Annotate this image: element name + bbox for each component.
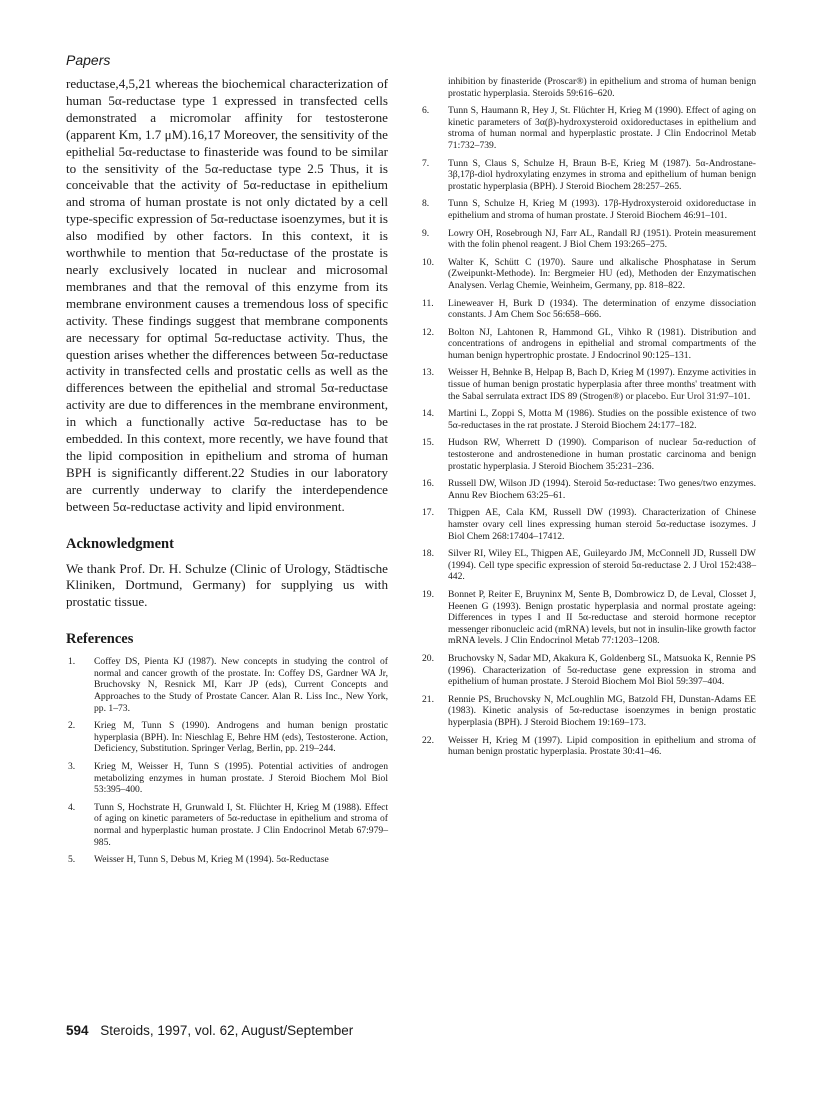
reference-text: Walter K, Schütt C (1970). Saure und alkalische Phosphatase in Serum (Zweipunkt-Methode). In: Bergmeier HU (ed), Methoden der Enzymatischen Analysen. Verlag Chemie, Weinheim, Germany, pp. 818–822.	[448, 256, 756, 291]
reference-text: Krieg M, Tunn S (1990). Androgens and human benign prostatic hyperplasia (BPH). In: Nieschlag E, Behre HM (eds), Testosterone. Action, Deficiency, Substitution. Springer Verlag, Berlin, pp. 219–244.	[94, 720, 388, 755]
reference-text: Rennie PS, Bruchovsky N, McLoughlin MG, Batzold FH, Dunstan-Adams EE (1983). Kinetic analysis of 5α-reductase isoenzymes in benign prostatic hyperplasia (BPH). J Steroid Biochem 19:169–173.	[448, 693, 756, 728]
reference-number: 14.	[422, 408, 434, 420]
reference-item	[420, 735, 756, 758]
reference-number: 4.	[68, 801, 76, 813]
reference-number: 11.	[422, 297, 434, 309]
reference-item	[420, 76, 756, 99]
reference-item	[420, 437, 756, 472]
reference-number: 22.	[422, 734, 434, 746]
reference-item	[420, 507, 756, 542]
reference-text: Tunn S, Claus S, Schulze H, Braun B-E, Krieg M (1987). 5α-Androstane-3β,17β-diol hydroxylating enzymes in stroma and epithelium of human benign prostatic hyperplasia (BPH). J Steroid Biochem 28:257–265.	[448, 157, 756, 192]
reference-number: 5.	[68, 854, 76, 866]
reference-number: 9.	[422, 227, 430, 239]
reference-number: 16.	[422, 478, 434, 490]
reference-text: Lowry OH, Rosebrough NJ, Farr AL, Randall RJ (1951). Protein measurement with the folin phenol reagent. J Biol Chem 193:265–275.	[448, 227, 756, 251]
reference-number: 7.	[422, 157, 430, 169]
page-footer	[66, 1023, 353, 1038]
reference-number: 2.	[68, 720, 76, 732]
reference-text: Tunn S, Schulze H, Krieg M (1993). 17β-Hydroxysteroid oxidoreductase in epithelium and stroma of human prostate. J Steroid Biochem 46:91–101.	[448, 198, 756, 221]
reference-text: inhibition by finasteride (Proscar®) in epithelium and stroma of human benign prostatic hyperplasia. Steroids 59:616–620.	[448, 76, 756, 99]
reference-text: Bonnet P, Reiter E, Bruyninx M, Sente B, Dombrowicz D, de Leval, Closset J, Heenen G (1993). Benign prostatic hyperplasia and normal prostate ageing: Differences in types I and II 5α-reductase and steroid hormone receptor messenger ribonucleic acid (mRNA) levels, but not in insulin-like growth factor mRNA levels. J Clin Endocrinol Metab 77:1203–1208.	[448, 588, 756, 647]
journal-citation: Steroids, 1997, vol. 62, August/September	[100, 1023, 354, 1038]
reference-item	[420, 653, 756, 688]
reference-number: 15.	[422, 437, 434, 449]
references-list-left	[66, 656, 388, 866]
reference-item	[420, 694, 756, 729]
reference-text: Hudson RW, Wherrett D (1990). Comparison of nuclear 5α-reduction of testosterone and androstenedione in human prostatic carcinoma and benign prostatic hyperplasia. J Steroid Biochem 35:231–236.	[448, 437, 756, 472]
reference-item	[420, 198, 756, 221]
right-column	[420, 76, 756, 764]
reference-item	[420, 327, 756, 362]
reference-text: Silver RI, Wiley EL, Thigpen AE, Guileyardo JM, McConnell JD, Russell DW (1994). Cell type specific expression of steroid 5α-reductase 2. J Urol 152:438–442.	[448, 548, 756, 583]
reference-item	[66, 761, 388, 796]
reference-text: Weisser H, Behnke B, Helpap B, Bach D, Krieg M (1997). Enzyme activities in tissue of human benign prostatic hyperplasia after three months' treatment with the Sabal serrulata extract IDS 89 (Strogen®) or placebo. Eur Urol 31:97–101.	[448, 367, 756, 402]
acknowledgment-heading: Acknowledgment	[66, 535, 174, 552]
reference-number: 3.	[68, 761, 76, 773]
reference-item	[420, 367, 756, 402]
reference-text: Coffey DS, Pienta KJ (1987). New concepts in studying the control of normal and cancer growth of the prostate. In: Coffey DS, Gardner WA Jr, Bruchovsky N, Resnick MI, Karr JP (eds), Current Concepts and Approaches to the Study of Prostate Cancer. Alan R. Liss Inc., New York, pp. 1–73.	[94, 656, 388, 714]
reference-item	[66, 656, 388, 714]
reference-number: 20.	[422, 652, 434, 664]
reference-number: 12.	[422, 326, 434, 338]
reference-text: Tunn S, Hochstrate H, Grunwald I, St. Flüchter H, Krieg M (1988). Effect of aging on kinetic parameters of 5α-reductase in epithelium and stroma of normal and hyperplastic human prostate. J Clin Endocrinol Metab 67:979–985.	[94, 801, 388, 848]
reference-text: Bolton NJ, Lahtonen R, Hammond GL, Vihko R (1981). Distribution and concentrations of androgens in epithelial and stromal compartments of the human benign hypertrophic prostate. J Endocrinol 90:125–131.	[448, 326, 756, 361]
reference-item	[420, 548, 756, 583]
references-heading: References	[66, 631, 134, 648]
reference-item	[66, 854, 388, 866]
reference-item	[66, 802, 388, 848]
reference-item	[420, 589, 756, 647]
reference-text: Tunn S, Haumann R, Hey J, St. Flüchter H, Krieg M (1990). Effect of aging on kinetic parameters of 3α(β)-hydroxysteroid oxidoreductases in epithelium and stroma of human normal and hyperplastic prostate. J Clin Endocrinol Metab 71:732–739.	[448, 105, 756, 151]
reference-item	[420, 228, 756, 251]
reference-number: 1.	[68, 656, 76, 668]
body-paragraph: reductase,4,5,21 whereas the biochemical characterization of human 5α-reductase type 1 expressed in transfected cells demonstrated a micromolar affinity for testosterone (apparent Km, 1.7 μM).16,17 Moreover, the sensitivity of the epithelial 5α-reductase to finasteride was found to be similar to the sensitivity of the 5α-reductase type 2.5 Thus, it is conceivable that the activity of 5α-reductase in epithelium and stroma of human prostate is not only dictated by a cell type-specific expression of 5α-reductase isoenzymes, but it is also modified by other factors. In this context, it is worthwhile to mention that 5α-reductase of the prostate is nearly exclusively located in nuclear and microsomal membranes and that the removal of this enzyme from its membrane environment causes a tremendous loss of specific activity. These findings suggest that membrane components are necessary for optimal 5α-reductase activity. Thus, the question arises whether the differences between 5α-reductase activity in transfected cells and prostatic cells as well as the differences between the epithelial and stromal 5α-reductase activity are due to differences in the membrane environment, in which a functionally active 5α-reductase has to be embedded. In this context, more recently, we have found that the lipid composition in epithelium and stroma of human BPH is significantly different.22 Studies in our laboratory are currently underway to clarify the interdependence between 5α-reductase activity and lipid environment.	[66, 76, 388, 514]
reference-number: 8.	[422, 198, 430, 210]
reference-number: 10.	[422, 256, 434, 268]
page-number: 594	[66, 1023, 89, 1038]
reference-number: 6.	[422, 105, 430, 117]
reference-item	[66, 720, 388, 755]
reference-text: Krieg M, Weisser H, Tunn S (1995). Potential activities of androgen metabolizing enzymes in human prostate. J Steroid Biochem Mol Biol 53:395–400.	[94, 761, 388, 796]
reference-item	[420, 257, 756, 292]
reference-number: 18.	[422, 548, 434, 560]
reference-number: 19.	[422, 588, 434, 600]
reference-text: Weisser H, Tunn S, Debus M, Krieg M (1994). 5α-Reductase	[94, 854, 329, 866]
references-list-right	[420, 76, 756, 758]
acknowledgment-text: We thank Prof. Dr. H. Schulze (Clinic of Urology, Städtische Kliniken, Dortmund, Germany) for supplying us with prostatic tissue.	[66, 560, 388, 610]
reference-item	[420, 298, 756, 321]
reference-number: 13.	[422, 367, 434, 379]
left-column	[66, 76, 388, 872]
reference-item	[420, 105, 756, 151]
reference-text: Weisser H, Krieg M (1997). Lipid composition in epithelium and stroma of human benign prostatic hyperplasia. Prostate 30:41–46.	[448, 734, 756, 758]
reference-item	[420, 158, 756, 193]
reference-text: Martini L, Zoppi S, Motta M (1986). Studies on the possible existence of two 5α-reductases in the rat prostate. J Steroid Biochem 24:177–182.	[448, 408, 756, 431]
reference-number: 17.	[422, 507, 434, 519]
reference-number: 21.	[422, 693, 434, 705]
reference-item	[420, 478, 756, 501]
reference-text: Bruchovsky N, Sadar MD, Akakura K, Goldenberg SL, Matsuoka K, Rennie PS (1996). Characterization of 5α-reductase gene expression in stroma and epithelium of human prostate. J Steroid Biochem Mol Biol 59:397–404.	[448, 652, 756, 688]
reference-item	[420, 408, 756, 431]
reference-text: Lineweaver H, Burk D (1934). The determination of enzyme dissociation constants. J Am Chem Soc 56:658–666.	[448, 297, 756, 321]
reference-text: Thigpen AE, Cala KM, Russell DW (1993). Characterization of Chinese hamster ovary cell lines expressing human steroid 5α-reductase isozymes. J Biol Chem 268:17404–17412.	[448, 507, 756, 542]
reference-text: Russell DW, Wilson JD (1994). Steroid 5α-reductase: Two genes/two enzymes. Annu Rev Biochem 63:25–61.	[448, 478, 756, 501]
running-head: Papers	[66, 52, 111, 68]
